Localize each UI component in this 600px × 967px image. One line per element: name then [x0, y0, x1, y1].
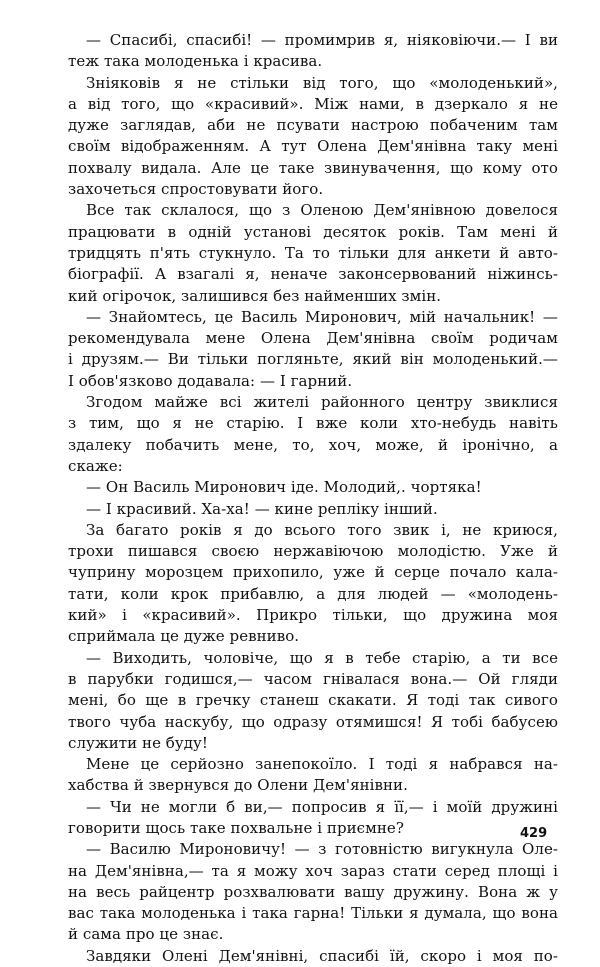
book-page-text	[52, 30, 558, 967]
text-line: твого чуба наскубу, що одразу отямишся! Я тобі бабусею	[68, 712, 558, 731]
page-number: 429	[520, 826, 548, 841]
text-line: — Василю Мироновичу! — з готовністю вигукнула Оле-	[86, 840, 558, 859]
text-line: За багато років я до всього того звик і, не криюся,	[86, 520, 558, 539]
text-line: дуже заглядав, аби не псувати настрою побаченим там	[68, 116, 558, 135]
text-line: й сама про це знає.	[68, 925, 224, 944]
text-line: чуприну морозцем прихопило, уже й серце почало кала-	[68, 563, 558, 582]
text-line: — Виходить, чоловіче, що я в тебе старію, а ти все	[86, 648, 558, 667]
text-line: сприймала це дуже ревниво.	[68, 627, 300, 646]
text-line: а від того, що «красивий». Між нами, в дзеркало я не	[68, 94, 558, 113]
text-line: кий огірочок, залишився без найменших змін.	[68, 286, 442, 305]
text-line: здалеку побачить мене, то, хоч, може, й іронічно, а	[68, 435, 558, 454]
text-line: похвалу видала. Але це таке звинувачення, що кому ото	[68, 158, 558, 177]
text-line: захочеться спростовувати його.	[68, 180, 324, 199]
text-line: скаже:	[68, 456, 123, 475]
text-line: Завдяки Олені Дем'янівні, спасибі їй, скоро і моя по-	[86, 946, 558, 965]
text-line: і друзям.— Ви тільки погляньте, який він молоденький.—	[68, 350, 558, 369]
text-line: Мене це серйозно занепокоїло. І тоді я набрався на-	[86, 755, 558, 774]
text-line: — Чи не могли б ви,— попросив я її,— і моїй дружині	[86, 797, 558, 816]
text-line: тридцять п'ять стукнуло. Та то тільки для анкети й авто-	[68, 243, 558, 262]
text-line: тати, коли крок прибавлю, а для людей — «молодень-	[68, 584, 558, 603]
text-line: — І красивий. Ха-ха! — кине репліку інший.	[86, 499, 438, 518]
text-line: служити не буду!	[68, 733, 209, 752]
text-line: — Спасибі, спасибі! — промимрив я, ніяковіючи.— І ви	[86, 31, 558, 49]
text-line: працювати в одній установі десяток років. Там мені й	[68, 222, 558, 241]
text-line: вас така молоденька і така гарна! Тільки я думала, що вона	[68, 904, 558, 923]
text-line: на Дем'янівна,— та я можу хоч зараз стати серед площі і	[68, 861, 558, 880]
text-line: Зніяковів я не стільки від того, що «молоденький»,	[86, 73, 558, 92]
text-line: мені, бо ще в гречку станеш скакати. Я тоді так сивого	[68, 691, 558, 710]
text-line: на весь райцентр розхвалювати вашу дружину. Вона ж у	[68, 882, 558, 901]
text-line: своїм відображенням. А тут Олена Дем'янівна таку мені	[68, 137, 558, 156]
text-line: трохи пишався своєю нержавіючою молодістю. Уже й	[68, 542, 558, 561]
text-line: — Знайомтесь, це Василь Миронович, мій начальник! —	[86, 307, 558, 326]
text-line: Все так склалося, що з Оленою Дем'янівною довелося	[86, 201, 558, 220]
text-line: Згодом майже всі жителі районного центру звиклися	[86, 393, 558, 412]
text-line: хабства й звернувся до Олени Дем'янівни.	[68, 776, 408, 795]
text-line: говорити щось таке похвальне і приємне?	[68, 818, 404, 837]
text-line: біографії. А взагалі я, неначе законсервований ніжинсь-	[68, 265, 558, 284]
text-line: в парубки годишся,— часом гнівалася вона.— Ой гляди	[68, 669, 558, 688]
text-line: — Он Василь Миронович іде. Молодий,. чортяка!	[86, 478, 482, 497]
text-line: теж така молоденька і красива.	[68, 52, 323, 71]
text-line: кий» і «красивий». Прикро тільки, що дружина моя	[68, 606, 558, 625]
text-line: рекомендувала мене Олена Дем'янівна своїм родичам	[68, 329, 558, 348]
text-line: І обов'язково додавала: — І гарний.	[68, 371, 353, 390]
text-line: з тим, що я не старію. І вже коли хто-небудь навіть	[68, 414, 558, 433]
